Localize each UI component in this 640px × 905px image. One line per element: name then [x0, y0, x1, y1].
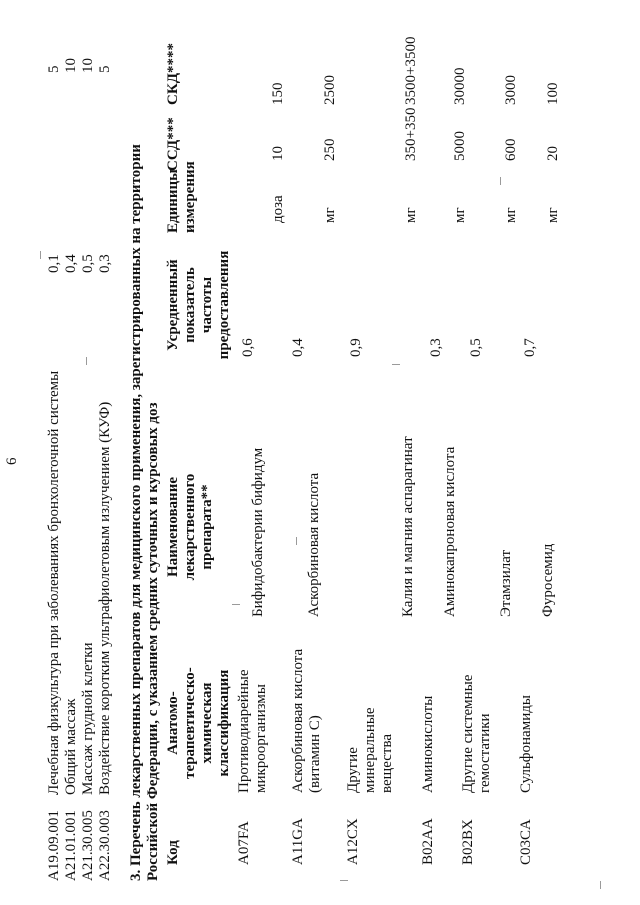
drug-unit: мг — [503, 207, 519, 223]
drug-atc: Сульфонамиды — [518, 695, 534, 793]
service-name: Массаж грудной клетки — [80, 642, 96, 795]
drug-atc: Противодиарейные микроорганизмы — [236, 669, 269, 793]
drug-frequency: 0,3 — [428, 338, 444, 357]
header-skd: СКД**** — [165, 42, 181, 105]
drug-code: B02BX — [460, 819, 476, 865]
drug-skd: 2500 — [322, 75, 338, 105]
drug-ssd: 250 — [322, 138, 338, 161]
drug-frequency: 0,5 — [468, 338, 484, 357]
header-code: Код — [165, 840, 181, 865]
service-name: Воздействие коротким ультрафиолетовым излучением (КУФ) — [97, 401, 113, 795]
service-count: 5 — [46, 65, 62, 73]
service-frequency: 0,4 — [63, 254, 79, 273]
drug-atc: Аскорбиновая кислота (витамин С) — [290, 648, 323, 793]
drug-skd: 3000 — [503, 75, 519, 105]
drug-name: Этамзилат — [498, 549, 514, 617]
drug-name: Калия и магния аспарагинат — [400, 436, 416, 617]
service-code: A19.09.001 — [46, 810, 62, 881]
scan-speck — [600, 881, 601, 889]
drug-frequency: 0,9 — [348, 338, 364, 357]
drug-frequency: 0,6 — [240, 338, 256, 357]
service-name: Общий массаж — [63, 698, 79, 795]
drug-name: Аскорбиновая кислота — [306, 472, 322, 617]
drug-code: B02AA — [420, 818, 436, 865]
header-unit: Единицы измерения — [165, 161, 198, 233]
scan-speck — [86, 357, 87, 365]
drug-code: A07FA — [236, 821, 252, 865]
drug-skd: 150 — [270, 82, 286, 105]
drug-unit: мг — [545, 207, 561, 223]
drug-code: C03CA — [518, 819, 534, 865]
scan-speck — [232, 604, 240, 605]
drug-name: Бифидобактерии бифидум — [250, 447, 266, 617]
section-subtitle: Российской Федерации, с указанием средних суточных и курсовых доз — [145, 402, 161, 881]
drug-ssd: 20 — [545, 146, 561, 161]
scan-speck — [500, 177, 501, 185]
drug-code: A12CX — [345, 818, 361, 865]
drug-unit: мг — [452, 207, 468, 223]
drug-atc: Аминокислоты — [420, 695, 436, 793]
service-code: A21.30.005 — [80, 810, 96, 881]
scan-speck — [40, 251, 41, 259]
drug-frequency: 0,7 — [522, 338, 538, 357]
drug-ssd: 5000 — [452, 131, 468, 161]
service-frequency: 0,1 — [46, 254, 62, 273]
drug-skd: 3500+3500 — [403, 36, 419, 105]
drug-skd: 30000 — [452, 67, 468, 105]
drug-code: A11GA — [290, 818, 306, 865]
page-number: 6 — [4, 457, 20, 465]
header-drug-name: Наименование лекарственного препарата** — [165, 473, 215, 581]
service-name: Лечебная физкультура при заболеваниях бронхолегочной системы — [46, 370, 62, 795]
service-code: A22.30.003 — [97, 810, 113, 881]
drug-ssd: 350+350 — [403, 107, 419, 161]
header-ssd: ССД*** — [165, 117, 181, 171]
drug-ssd: 600 — [503, 138, 519, 161]
drug-atc: Другие минеральные вещества — [345, 707, 395, 793]
drug-atc: Другие системные гемостатики — [460, 674, 493, 793]
service-frequency: 0,3 — [97, 254, 113, 273]
drug-unit: мг — [322, 207, 338, 223]
service-frequency: 0,5 — [80, 254, 96, 273]
drug-unit: мг — [403, 207, 419, 223]
service-count: 10 — [80, 58, 96, 73]
service-count: 5 — [97, 65, 113, 73]
section-title: 3. Перечень лекарственных препаратов для медицинского применения, зарегистрированных на территории — [128, 144, 144, 881]
drug-name: Фуросемид — [540, 543, 556, 617]
drug-ssd: 10 — [270, 146, 286, 161]
scan-speck — [340, 880, 348, 881]
drug-name: Аминокапроновая кислота — [442, 446, 458, 617]
scan-speck — [392, 364, 400, 365]
service-count: 10 — [63, 58, 79, 73]
service-code: A21.01.001 — [63, 810, 79, 881]
header-frequency: Усредненный показатель частоты предоставления — [165, 250, 232, 360]
drug-skd: 100 — [545, 82, 561, 105]
header-atc: Анатомо-терапевтическо-химическая классификация — [165, 667, 232, 779]
scan-speck — [296, 537, 297, 545]
drug-frequency: 0,4 — [290, 338, 306, 357]
drug-unit: доза — [270, 195, 286, 223]
